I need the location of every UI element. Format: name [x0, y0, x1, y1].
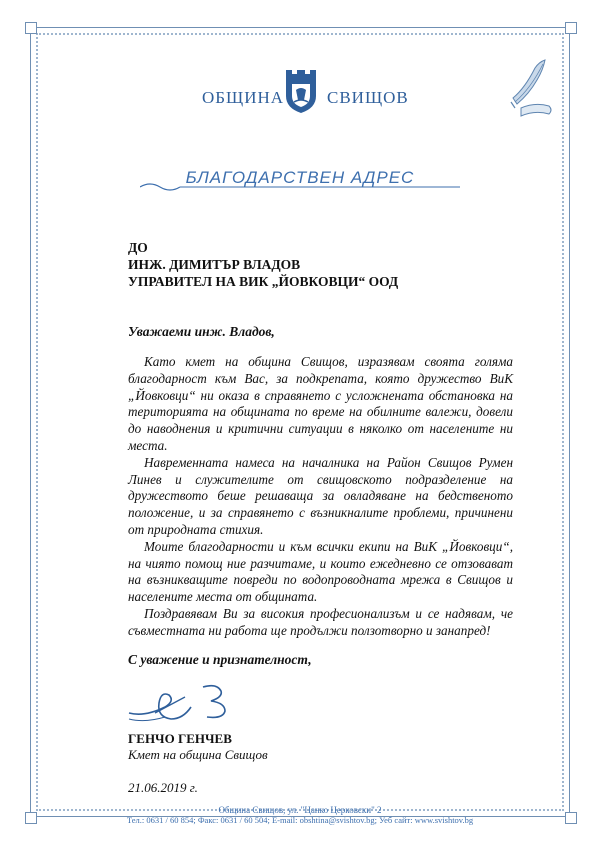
signatory-name: ГЕНЧО ГЕНЧЕВ: [128, 731, 232, 746]
signatory-title: Кмет на община Свищов: [128, 747, 268, 762]
body-paragraph: Като кмет на община Свищов, изразявам своята голяма благодарност към Вас, за подкрепата, която дружество ВиК „Йовковци“ ни оказа в справянето с усложнената обстановка на територията на общината по време на обилните валежи, довели до наводнения и критични ситуации в няколко от населените ни места.: [128, 354, 513, 453]
body-paragraph: Моите благодарности и към всички екипи на ВиК „Йовковци“, на чиято помощ ние разчитаме, и които ежедневно се отзовават на възникващите повреди по водопроводната мрежа в Свищов и населените места от общината.: [128, 538, 513, 605]
corner-ornament: [565, 22, 577, 34]
recipient-line-to: ДО: [128, 240, 148, 255]
body-paragraph: Поздравявам Ви за високия професионализъм и се надявам, че съвместната ни работа ще продължи ползотворно и занапред!: [128, 605, 513, 638]
municipality-crest-icon: [282, 68, 320, 114]
body-paragraph: Навременната намеса на началника на Район Свищов Румен Линев и служителите от свищовското подразделение на дружеството беше решаваща за овладяване на бедственото положение, и за справянето с възникналите проблеми, причинени от природната стихия.: [128, 454, 513, 537]
quill-scroll-icon: [505, 58, 557, 120]
recipient-position: УПРАВИТЕЛ НА ВИК „ЙОВКОВЦИ“ ООД: [128, 274, 399, 289]
municipality-name-left: ОБЩИНА: [202, 88, 285, 107]
municipality-name-right: СВИЩОВ: [327, 88, 409, 107]
letter-date: 21.06.2019 г.: [128, 780, 198, 795]
closing-phrase: С уважение и признателност,: [128, 652, 312, 667]
document-title: БЛАГОДАРСТВЕН АДРЕС: [185, 168, 415, 187]
title-underline-ornament: [140, 181, 460, 193]
footer-address: Община Свищов, ул. "Цанко Церковски" 2: [218, 805, 382, 815]
footer-contacts: Тел.: 0631 / 60 854; Факс: 0631 / 60 504; E-mail: obshtina@svishtov.bg; Уеб сайт: www.svishtov.bg: [126, 815, 474, 825]
handwritten-signature: [125, 683, 245, 729]
letter-body: [128, 354, 513, 640]
corner-ornament: [25, 22, 37, 34]
greeting: Уважаеми инж. Владов,: [128, 324, 275, 339]
recipient-name: ИНЖ. ДИМИТЪР ВЛАДОВ: [128, 257, 301, 272]
